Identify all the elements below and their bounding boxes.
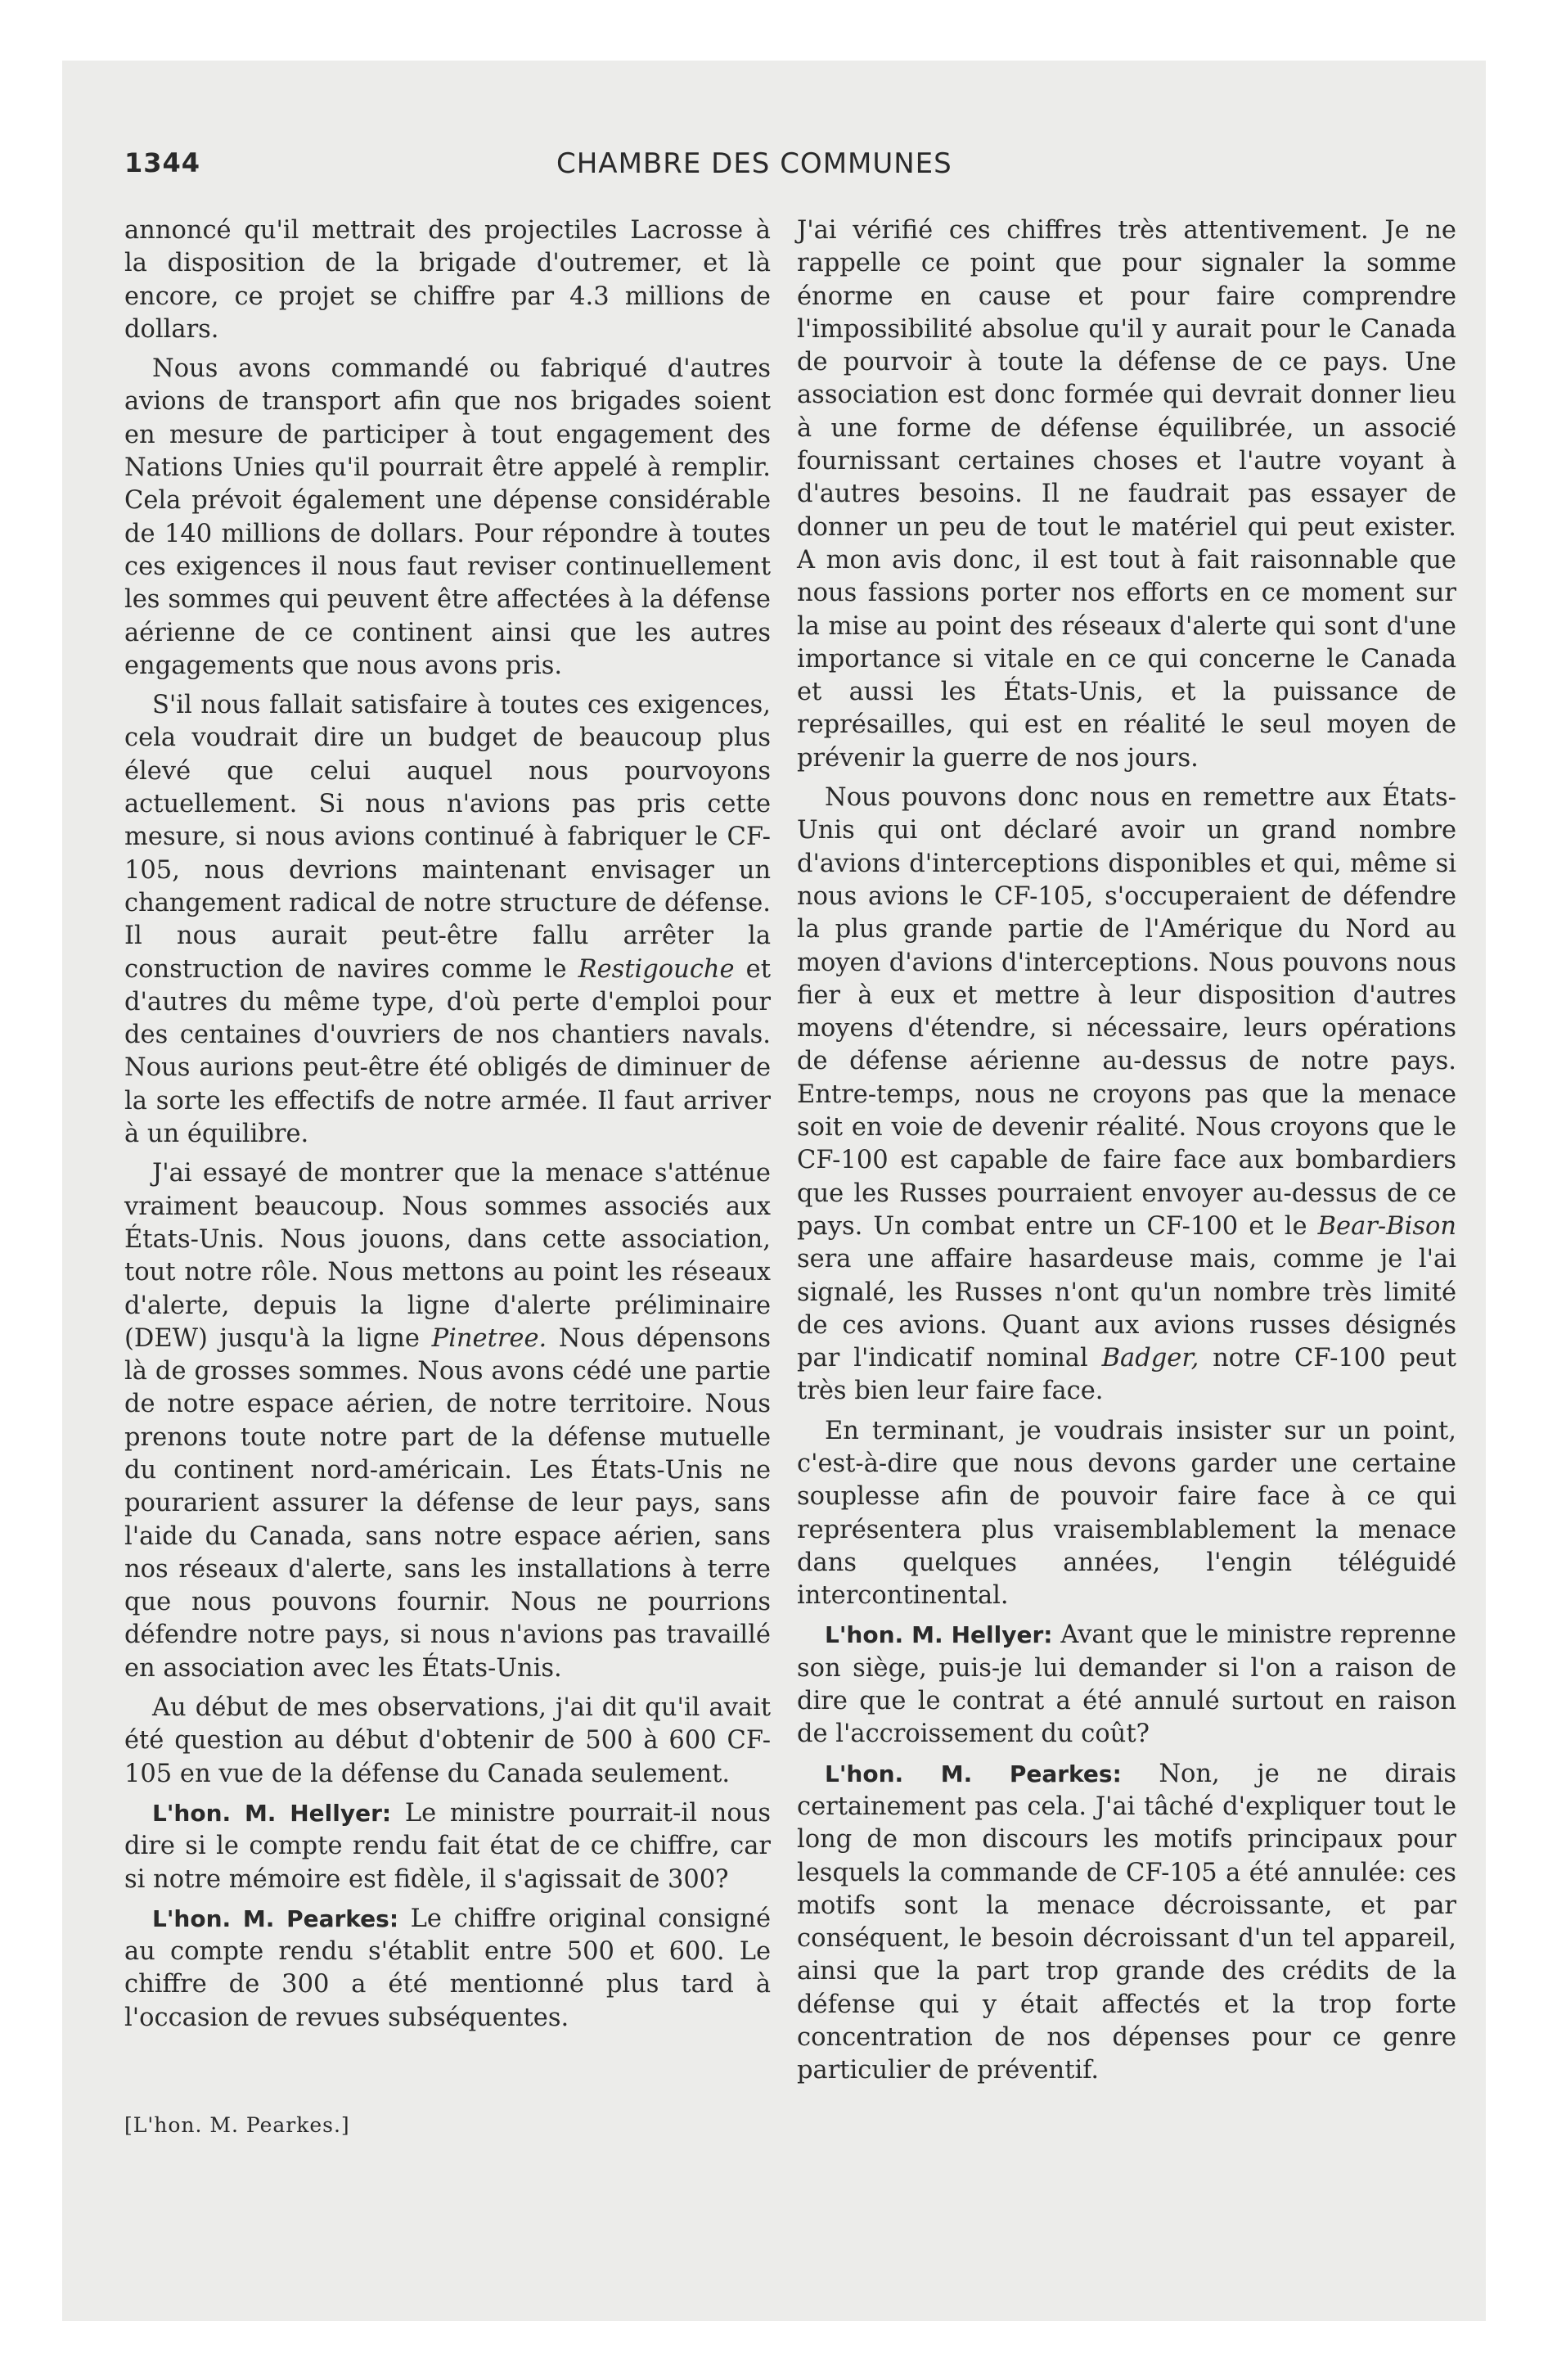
aircraft-name: Bear-Bison	[1317, 1211, 1456, 1241]
paragraph	[797, 1415, 1456, 1613]
paragraph	[124, 1692, 771, 1791]
paragraph-text: Nous dépensons là de grosses sommes. Nous avons cédé une partie de notre espace aérien, de notre territoire. Nous prenons toute notre part de la défense mutuelle du continent nord-américain. Les États-Unis ne pourarient assurer la défense de leur pays, sans l'aide du Canada, sans notre espace aérien, sans nos réseaux d'alerte, sans les installations à terre que nous pouvons fournir. Nous ne pourrions défendre notre pays, si nous n'avions pas travaillé en association avec les États-Unis.	[124, 1323, 771, 1683]
left-column	[124, 214, 771, 2041]
paragraph-text: En terminant, je voudrais insister sur un point, c'est-à-dire que nous devons garder une certaine souplesse afin de pouvoir faire face à ce qui représentera plus vraisemblablement la menace dans quelques années, l'engin téléguidé intercontinental.	[797, 1416, 1456, 1611]
speech-paragraph	[124, 1797, 771, 1896]
paragraph-text: Nous pouvons donc nous en remettre aux États-Unis qui ont déclaré avoir un grand nombre d'avions d'interceptions disponibles et qui, même si nous avions le CF-105, s'occuperaient de défendre la plus grande partie de l'Amérique du Nord au moyen d'avions d'interceptions. Nous pouvons nous fier à eux et mettre à leur disposition d'autres moyens d'étendre, si nécessaire, leurs opérations de défense aérienne au-dessus de notre pays. Entre-temps, nous ne croyons pas que la menace soit en voie de devenir réalité. Nous croyons que le CF-100 est capable de faire face aux bombardiers que les Russes pourraient envoyer au-dessus de ce pays. Un combat entre un CF-100 et le	[797, 783, 1456, 1241]
paragraph-text: notre CF-100 peut très bien leur faire face.	[797, 1344, 1456, 1406]
page-header	[124, 147, 1483, 188]
speaker-name: L'hon. M. Pearkes:	[152, 1904, 399, 1932]
paragraph	[124, 353, 771, 683]
paragraph	[124, 689, 771, 1151]
speaker-name: L'hon. M. Hellyer:	[152, 1799, 392, 1827]
page-number: 1344	[124, 147, 201, 178]
speech-paragraph	[797, 1619, 1456, 1751]
paragraph	[797, 782, 1456, 1409]
paragraph-text: annoncé qu'il mettrait des projectiles Lacrosse à la disposition de la brigade d'outremer, et là encore, ce projet se chiffre par 4.3 millions de dollars.	[124, 216, 771, 344]
radar-line-name: Pinetree.	[431, 1323, 547, 1353]
paragraph-text: J'ai vérifié ces chiffres très attentivement. Je ne rappelle ce point que pour signaler la somme énorme en cause et pour faire comprendre l'impossibilité absolue qu'il y aurait pour le Canada de pourvoir à toute la défense de ce pays. Une association est donc formée qui devrait donner lieu à une forme de défense équilibrée, un associé fournissant certaines choses et l'autre voyant à d'autres besoins. Il ne faudrait pas essayer de donner un peu de tout le matériel qui peut exister. A mon avis donc, il est tout à fait raisonnable que nous fassions porter nos efforts en ce moment sur la mise au point des réseaux d'alerte qui sont d'une importance si vitale en ce qui concerne le Canada et aussi les États-Unis, et la puissance de représailles, qui est en réalité le seul moyen de prévenir la guerre de nos jours.	[797, 216, 1456, 773]
paragraph-text: sera une affaire hasardeuse mais, comme je l'ai signalé, les Russes n'ont qu'un nombre très limité de ces avions. Quant aux avions russes désignés par l'indicatif nominal	[797, 1245, 1456, 1373]
aircraft-name: Badger,	[1101, 1344, 1199, 1373]
paragraph-text: Non, je ne dirais certainement pas cela. J'ai tâché d'expliquer tout le long de mon discours les motifs principaux pour lesquels la commande de CF-105 a été annulée: ces motifs sont la menace décroissante, et par conséquent, le besoin décroissant d'un tel appareil, ainsi que la part trop grande des crédits de la défense qui y était affectés et la trop forte concentration de nos dépenses pour ce genre particulier de préventif.	[797, 1759, 1456, 2085]
paragraph-text: Au début de mes observations, j'ai dit qu'il avait été question au début d'obtenir de 500 à 600 CF-105 en vue de la défense du Canada seulement.	[124, 1693, 771, 1788]
paragraph-text: Le chiffre original consigné au compte rendu s'établit entre 500 et 600. Le chiffre de 300 a été mentionné plus tard à l'occasion de revues subséquentes.	[124, 1904, 771, 2032]
paragraph	[124, 214, 771, 346]
paragraph-text: J'ai essayé de montrer que la menace s'atténue vraiment beaucoup. Nous sommes associés aux États-Unis. Nous jouons, dans cette association, tout notre rôle. Nous mettons au point les réseaux d'alerte, depuis la ligne d'alerte préliminaire (DEW) jusqu'à la ligne	[124, 1159, 771, 1353]
paragraph	[124, 1157, 771, 1685]
speech-paragraph	[797, 1758, 1456, 2088]
paragraph-text: Nous avons commandé ou fabriqué d'autres avions de transport afin que nos brigades soient en mesure de participer à tout engagement des Nations Unies qu'il pourrait être appelé à remplir. Cela prévoit également une dépense considérable de 140 millions de dollars. Pour répondre à toutes ces exigences il nous faut reviser continuellement les sommes qui peuvent être affectées à la défense aérienne de ce continent ainsi que les autres engagements que nous avons pris.	[124, 354, 771, 680]
speech-paragraph	[124, 1903, 771, 2035]
speaker-name: L'hon. M. Hellyer:	[825, 1621, 1053, 1649]
ship-name: Restigouche	[578, 954, 735, 984]
paragraph	[797, 214, 1456, 775]
right-column	[797, 214, 1456, 2094]
paragraph-text: Le ministre pourrait-il nous dire si le compte rendu fait état de ce chiffre, car si notre mémoire est fidèle, il s'agissait de 300?	[124, 1798, 771, 1894]
paragraph-text: et d'autres du même type, d'où perte d'emploi pour des centaines d'ouvriers de nos chantiers navals. Nous aurions peut-être été obligés de diminuer de la sorte les effectifs de notre armée. Il faut arriver à un équilibre.	[124, 954, 771, 1149]
paragraph-text: S'il nous fallait satisfaire à toutes ces exigences, cela voudrait dire un budget de beaucoup plus élevé que celui auquel nous pourvoyons actuellement. Si nous n'avions pas pris cette mesure, si nous avions continué à fabriquer le CF-105, nous devrions maintenant envisager un changement radical de notre structure de défense. Il nous aurait peut-être fallu arrêter la construction de navires comme le	[124, 691, 771, 984]
paragraph-text: Avant que le ministre reprenne son siège, puis-je lui demander si l'on a raison de dire que le contrat a été annulé surtout en raison de l'accroissement du coût?	[797, 1620, 1456, 1749]
speaker-name: L'hon. M. Pearkes:	[825, 1760, 1122, 1787]
speaker-footer: [L'hon. M. Pearkes.]	[124, 2113, 350, 2137]
running-title: CHAMBRE DES COMMUNES	[556, 147, 952, 180]
